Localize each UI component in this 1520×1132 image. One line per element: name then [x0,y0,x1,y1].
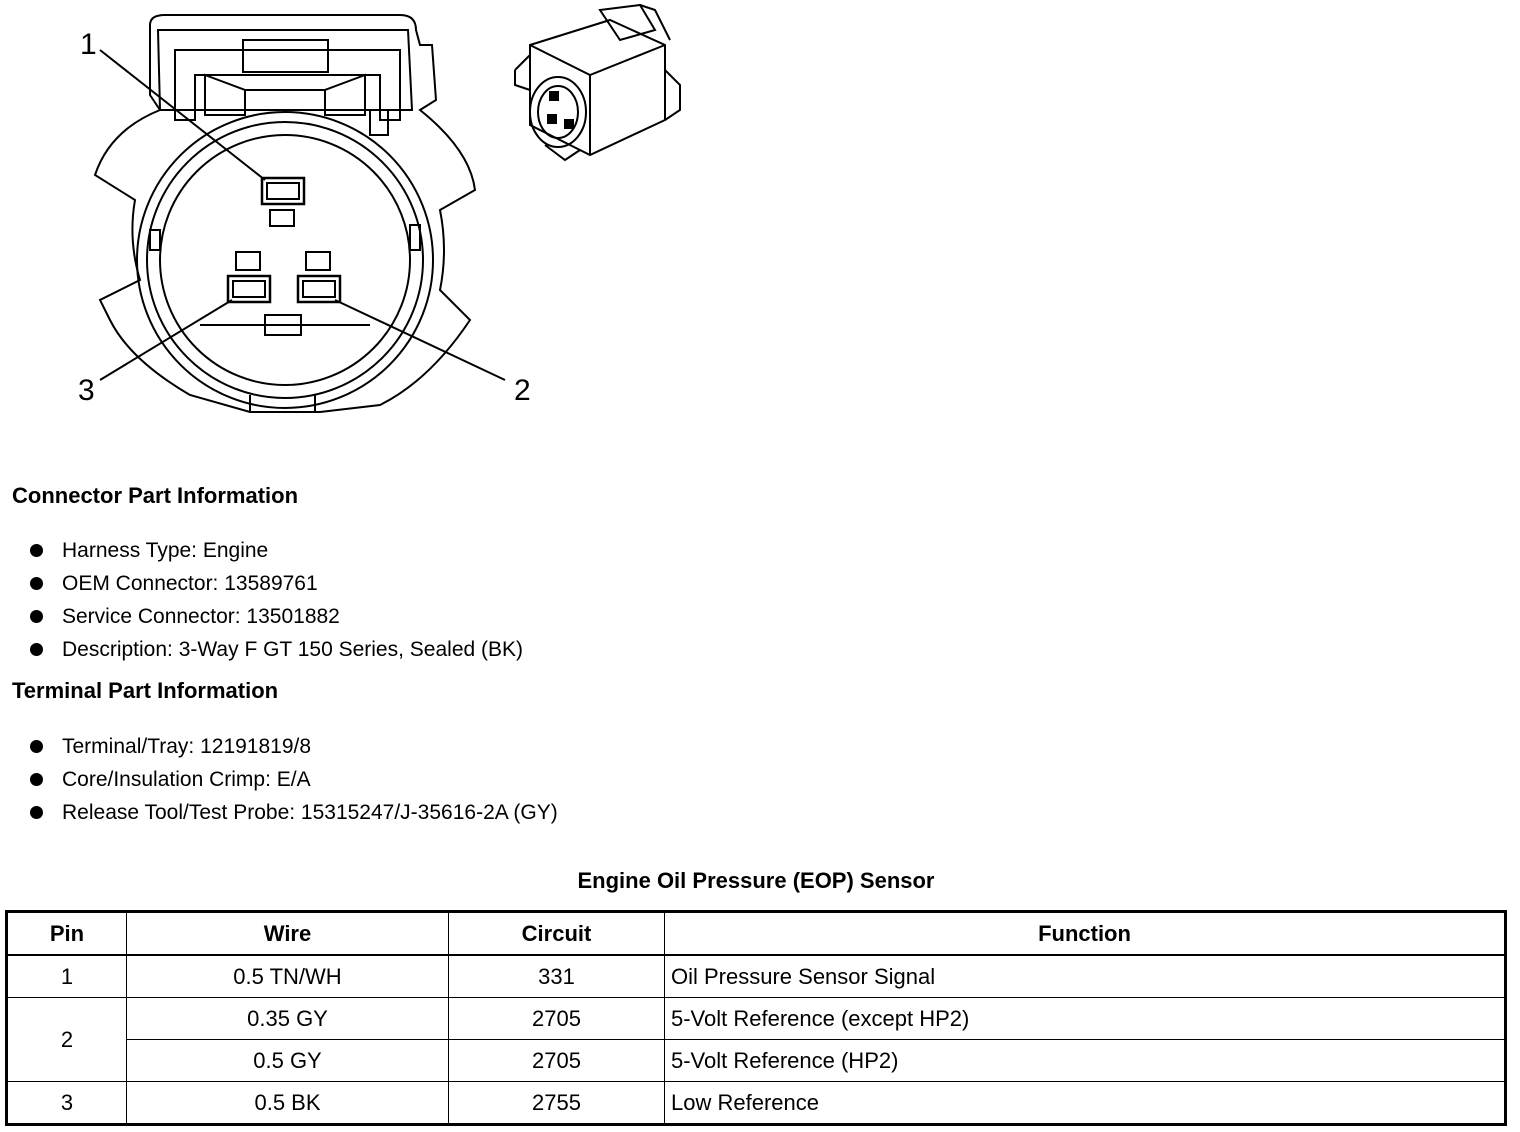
pin-cell: 1 [7,955,127,998]
table-header-row [7,912,1506,956]
bullet-icon [30,806,43,819]
function-cell: Low Reference [665,1082,1506,1125]
wire-cell: 0.5 BK [127,1082,449,1125]
bullet-icon [30,643,43,656]
wire-cell: 0.35 GY [127,998,449,1040]
pin-cell: 2 [7,998,127,1082]
list-item [28,796,558,829]
circuit-cell: 331 [449,955,665,998]
list-item-text: Harness Type: Engine [62,539,269,562]
bullet-icon [30,740,43,753]
cavity-2 [298,276,340,302]
list-item [28,633,523,666]
connector-part-info-list [28,534,523,666]
table-row [7,998,1506,1040]
bullet-icon [30,610,43,623]
table-title: Engine Oil Pressure (EOP) Sensor [577,868,935,893]
inner-ring-outer [137,112,433,408]
function-cell: 5-Volt Reference (except HP2) [665,998,1506,1040]
connector-face-diagram [0,0,700,430]
list-item [28,567,523,600]
connector-3d-thumbnail [515,5,680,160]
pin-cell: 3 [7,1082,127,1125]
list-item-text: Core/Insulation Crimp: E/A [62,768,311,791]
column-header-pin: Pin [7,912,127,956]
list-item [28,730,558,763]
bullet-icon [30,773,43,786]
column-header-wire: Wire [127,912,449,956]
function-cell: 5-Volt Reference (HP2) [665,1040,1506,1082]
cavity-1 [262,178,304,204]
circuit-cell: 2755 [449,1082,665,1125]
list-item-text: Terminal/Tray: 12191819/8 [62,735,312,758]
list-item-text: Release Tool/Test Probe: 15315247/J-35616-2A (GY) [62,801,558,824]
list-item-text: OEM Connector: 13589761 [62,572,318,595]
column-header-function: Function [665,912,1506,956]
inner-ring-inner [160,135,410,385]
function-cell: Oil Pressure Sensor Signal [665,955,1506,998]
callout-1: 1 [80,28,97,61]
terminal-part-info-list [28,730,558,829]
bullet-icon [30,544,43,557]
leader-line-3 [100,300,232,380]
list-item-text: Description: 3-Way F GT 150 Series, Sealed (BK) [62,638,524,661]
list-item [28,600,523,633]
connector-part-info-heading: Connector Part Information [12,483,299,508]
circuit-cell: 2705 [449,998,665,1040]
leader-line-2 [335,300,505,380]
table-row [7,1040,1506,1082]
column-header-circuit: Circuit [449,912,665,956]
cavity-3 [228,276,270,302]
table-row [7,955,1506,998]
callout-2: 2 [514,374,531,407]
pinout-table [5,910,1507,1126]
inner-ring-mid [147,122,423,398]
table-row [7,1082,1506,1125]
list-item [28,534,523,567]
terminal-part-info-heading: Terminal Part Information [12,678,279,703]
wire-cell: 0.5 GY [127,1040,449,1082]
list-item [28,763,558,796]
callout-3: 3 [78,374,95,407]
list-item-text: Service Connector: 13501882 [62,605,340,628]
bullet-icon [30,577,43,590]
circuit-cell: 2705 [449,1040,665,1082]
wire-cell: 0.5 TN/WH [127,955,449,998]
